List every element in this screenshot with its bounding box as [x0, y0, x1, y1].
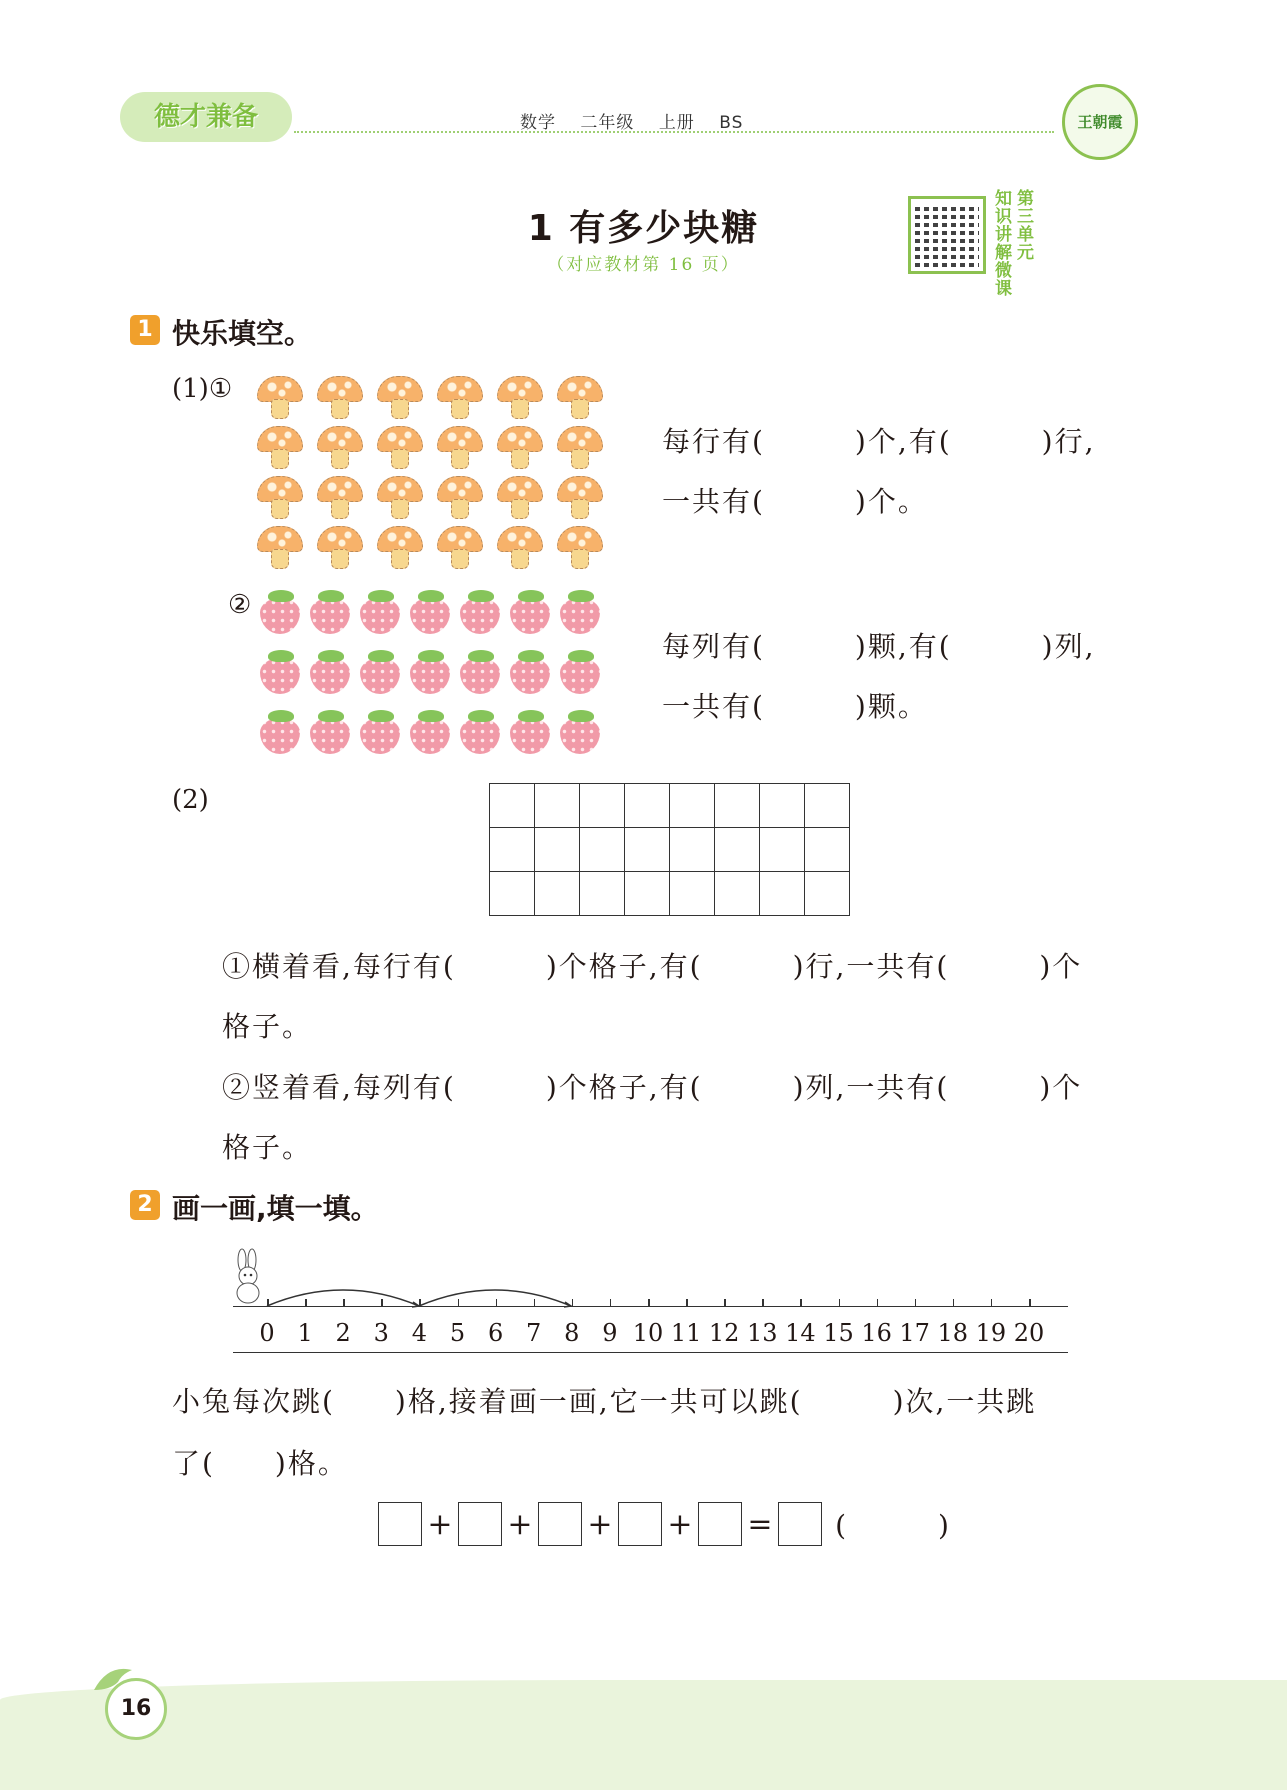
grid-cell: [670, 828, 715, 872]
mushroom-icon: [554, 472, 604, 520]
grid-cell: [715, 872, 760, 916]
strawberry-label: ②: [228, 590, 252, 620]
plus-sign: +: [667, 1506, 693, 1542]
grid-cell: [625, 828, 670, 872]
grid-cell: [580, 828, 625, 872]
strawberry-icon: [558, 648, 602, 696]
strawberry-icon: [508, 648, 552, 696]
mushroom-icon: [494, 422, 544, 470]
number-line-tick: [877, 1299, 879, 1307]
strawberry-icon: [558, 708, 602, 756]
number-line-label: 18: [937, 1319, 969, 1347]
rabbit-question-line1: 小兔每次跳( )格,接着画一画,它一共可以跳( )次,一共跳: [172, 1385, 1037, 1418]
strawberry-icon: [508, 588, 552, 636]
jump-arcs: [233, 1270, 1073, 1310]
plus-sign: +: [507, 1506, 533, 1542]
mushroom-icon: [494, 372, 544, 420]
strawberry-icon: [408, 708, 452, 756]
mushroom-question-line1: 每行有( )个,有( )行,: [662, 425, 1096, 458]
number-line-label: 0: [259, 1319, 275, 1347]
mushroom-icon: [434, 372, 484, 420]
footer-background: [0, 1680, 1287, 1790]
grid-cell: [805, 784, 850, 828]
strawberry-icon: [408, 648, 452, 696]
part1-label: (1)①: [172, 374, 233, 404]
mushroom-icon: [494, 522, 544, 570]
brand-logo: 德才兼备: [120, 92, 292, 142]
grid-cell: [625, 784, 670, 828]
grid-cell: [580, 784, 625, 828]
answer-box-total[interactable]: [778, 1502, 822, 1546]
header-grade: 二年级: [580, 113, 635, 133]
number-line: [233, 1306, 1068, 1347]
number-line-label: 14: [785, 1319, 816, 1347]
number-line-tick: [534, 1299, 536, 1307]
strawberry-icon: [258, 648, 302, 696]
answer-box-3[interactable]: [538, 1502, 582, 1546]
header-info: [520, 108, 761, 133]
mushroom-icon: [374, 372, 424, 420]
answer-box-2[interactable]: [458, 1502, 502, 1546]
number-line-label: 15: [823, 1319, 854, 1347]
question-1-number: 1: [130, 315, 160, 345]
grid-cell: [535, 872, 580, 916]
strawberry-icon: [458, 708, 502, 756]
mushroom-icon: [374, 422, 424, 470]
strawberry-icon: [358, 588, 402, 636]
grid-question-a-line1: ①横着看,每行有( )个格子,有( )行,一共有( )个: [222, 950, 1083, 983]
number-line-tick: [496, 1299, 498, 1307]
number-line-label: 16: [861, 1319, 892, 1347]
mushroom-icon: [434, 472, 484, 520]
strawberry-question-line1: 每列有( )颗,有( )列,: [662, 630, 1096, 663]
strawberry-icon: [408, 588, 452, 636]
mushroom-icon: [434, 522, 484, 570]
part2-label: (2): [172, 785, 209, 815]
grid-cell: [580, 872, 625, 916]
mushroom-question-line2: 一共有( )个。: [662, 485, 928, 518]
plus-sign: +: [587, 1506, 613, 1542]
page-number: 16: [105, 1678, 167, 1740]
grid-cell: [760, 872, 805, 916]
number-line-label: 7: [526, 1319, 542, 1347]
number-line-tick: [267, 1299, 269, 1307]
page-title: 1 有多少块糖: [527, 208, 760, 249]
mushroom-icon: [554, 522, 604, 570]
answer-box-1[interactable]: [378, 1502, 422, 1546]
mushroom-icon: [314, 472, 364, 520]
cell-grid: [489, 783, 850, 916]
number-line-tick: [1029, 1299, 1031, 1307]
number-line-label: 9: [602, 1319, 618, 1347]
unit-paren: ( ): [835, 1509, 951, 1542]
strawberry-icon: [358, 648, 402, 696]
mushroom-icon: [254, 522, 304, 570]
grid-cell: [490, 872, 535, 916]
number-line-label: 11: [670, 1319, 702, 1347]
number-line-tick: [724, 1299, 726, 1307]
number-line-label: 13: [747, 1319, 778, 1347]
grid-cell: [760, 784, 805, 828]
number-line-label: 6: [487, 1319, 504, 1347]
number-line-label: 2: [335, 1319, 351, 1347]
mushroom-icon: [254, 372, 304, 420]
strawberry-grid: [258, 588, 608, 756]
equals-sign: =: [747, 1506, 773, 1542]
strawberry-icon: [458, 648, 502, 696]
mushroom-icon: [554, 422, 604, 470]
number-line-tick: [991, 1299, 993, 1307]
number-line-tick: [610, 1299, 612, 1307]
plus-sign: +: [427, 1506, 453, 1542]
strawberry-icon: [508, 708, 552, 756]
grid-cell: [535, 784, 580, 828]
number-line-tick: [915, 1299, 917, 1307]
strawberry-icon: [308, 588, 352, 636]
grid-cell: [760, 828, 805, 872]
grid-question-a-line2: 格子。: [222, 1010, 313, 1043]
mushroom-icon: [374, 472, 424, 520]
number-line-tick: [800, 1299, 802, 1307]
number-line-tick: [762, 1299, 764, 1307]
grid-cell: [805, 872, 850, 916]
number-line-label: 3: [373, 1319, 389, 1347]
grid-cell: [625, 872, 670, 916]
mushroom-icon: [554, 372, 604, 420]
grid-question-b-line1: ②竖着看,每列有( )个格子,有( )列,一共有( )个: [222, 1071, 1083, 1104]
grid-cell: [490, 784, 535, 828]
mushroom-icon: [314, 422, 364, 470]
grid-cell: [715, 784, 760, 828]
number-line-label: 12: [708, 1319, 740, 1347]
question-2-number: 2: [130, 1190, 160, 1220]
strawberry-icon: [458, 588, 502, 636]
mushroom-icon: [254, 422, 304, 470]
header-volume: 上册: [658, 113, 695, 133]
number-line-tick: [381, 1299, 383, 1307]
number-line-label: 8: [564, 1319, 580, 1347]
number-line-label: 10: [632, 1319, 664, 1347]
rabbit-question-line2: 了( )格。: [172, 1447, 348, 1480]
number-line-tick: [305, 1299, 307, 1307]
question-1-title: 快乐填空。: [172, 317, 313, 350]
number-line-label: 20: [1013, 1319, 1045, 1347]
number-line-tick: [686, 1299, 688, 1307]
grid-cell: [535, 828, 580, 872]
mushroom-icon: [254, 472, 304, 520]
number-line-label: 1: [297, 1319, 313, 1347]
number-line-tick: [458, 1299, 460, 1307]
number-line-label: 4: [411, 1319, 428, 1347]
number-line-underline: [233, 1352, 1068, 1353]
answer-box-5[interactable]: [698, 1502, 742, 1546]
mushroom-icon: [494, 472, 544, 520]
answer-box-4[interactable]: [618, 1502, 662, 1546]
grid-cell: [490, 828, 535, 872]
mushroom-icon: [374, 522, 424, 570]
number-line-tick: [343, 1299, 345, 1307]
mushroom-icon: [434, 422, 484, 470]
page-subtitle: （对应教材第 16 页）: [547, 255, 740, 275]
number-line-label: 17: [899, 1319, 930, 1347]
mushroom-icon: [314, 372, 364, 420]
mushroom-grid: [254, 372, 614, 570]
author-seal: 王朝霞: [1062, 84, 1138, 160]
number-line-tick: [648, 1299, 650, 1307]
strawberry-icon: [258, 588, 302, 636]
number-line-tick: [419, 1299, 421, 1307]
strawberry-question-line2: 一共有( )颗。: [662, 690, 928, 723]
number-line-tick: [572, 1299, 574, 1307]
strawberry-icon: [308, 648, 352, 696]
number-line-tick: [953, 1299, 955, 1307]
mushroom-icon: [314, 522, 364, 570]
question-2-title: 画一画,填一填。: [172, 1192, 379, 1225]
strawberry-icon: [308, 708, 352, 756]
number-line-label: 19: [975, 1319, 1007, 1347]
qr-caption-col1: 知识讲解微课: [995, 189, 1012, 299]
qr-caption-col2: 第三单元: [1017, 189, 1034, 263]
number-line-label: 5: [449, 1319, 466, 1347]
equation-row: [378, 1502, 951, 1546]
qr-code-icon[interactable]: [908, 196, 986, 274]
grid-question-b-line2: 格子。: [222, 1131, 313, 1164]
number-line-tick: [839, 1299, 841, 1307]
qr-caption: [995, 190, 1039, 298]
grid-cell: [670, 872, 715, 916]
header-edition: BS: [719, 113, 744, 133]
grid-cell: [715, 828, 760, 872]
strawberry-icon: [258, 708, 302, 756]
strawberry-icon: [358, 708, 402, 756]
grid-cell: [805, 828, 850, 872]
header-subject: 数学: [520, 113, 556, 133]
grid-cell: [670, 784, 715, 828]
strawberry-icon: [558, 588, 602, 636]
